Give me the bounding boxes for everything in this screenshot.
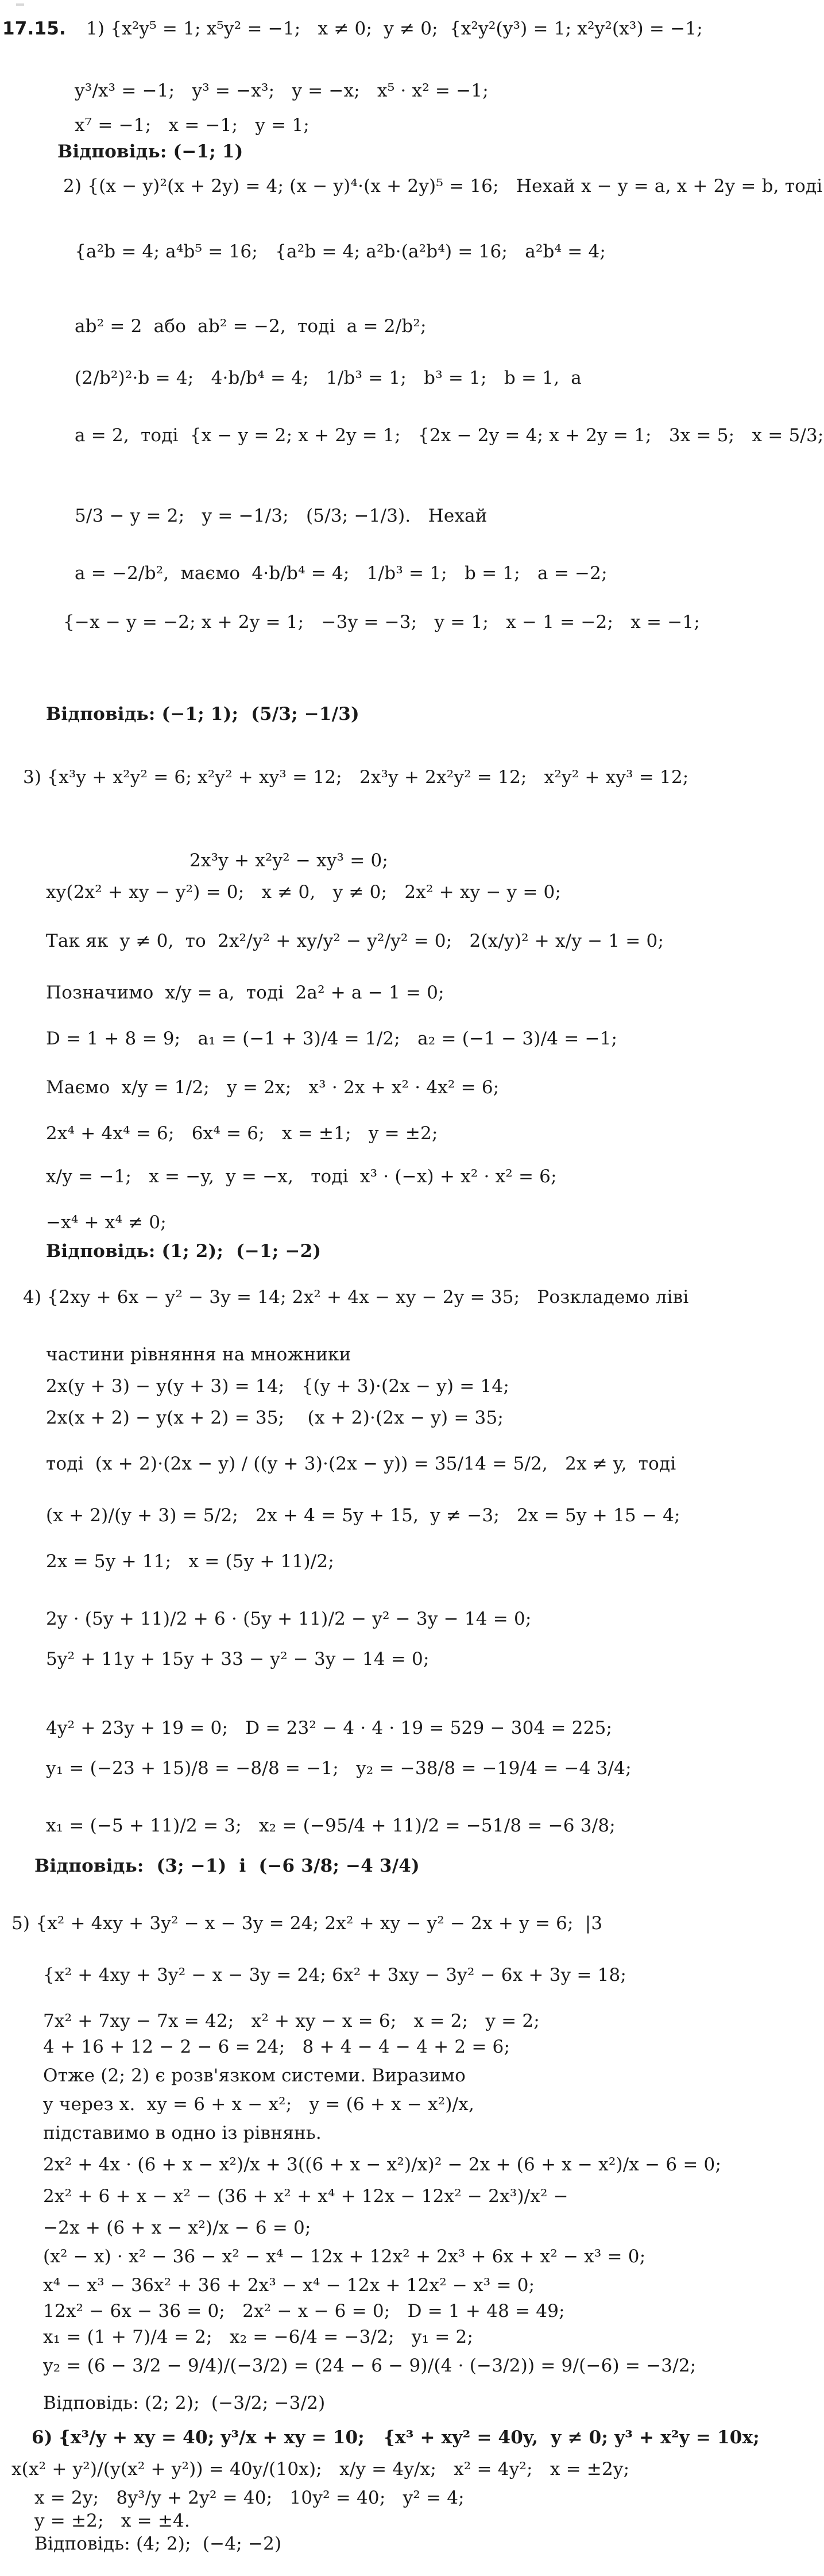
solution-line: 5/3 − y = 2; y = −1/3; (5/3; −1/3). Нехай <box>75 506 488 526</box>
solution-line: 2x⁴ + 4x⁴ = 6; 6x⁴ = 6; x = ±1; y = ±2; <box>46 1123 438 1144</box>
solution-line: 4y² + 23y + 19 = 0; D = 23² − 4 · 4 · 19 = 529 − 304 = 225; <box>46 1718 613 1738</box>
solution-line: 12x² − 6x − 36 = 0; 2x² − x − 6 = 0; D = 1 + 48 = 49; <box>43 2301 565 2322</box>
solution-line: Так як y ≠ 0, то 2x²/y² + xy/y² − y²/y² = 0; 2(x/y)² + x/y − 1 = 0; <box>46 931 664 951</box>
solution-line: 2x = 5y + 11; x = (5y + 11)/2; <box>46 1551 334 1572</box>
solution-line: Відповідь: (2; 2); (−3/2; −3/2) <box>43 2393 326 2413</box>
solution-line: y = ±2; x = ±4. <box>34 2511 191 2531</box>
solution-line: 2y · (5y + 11)/2 + 6 · (5y + 11)/2 − y² − 3y − 14 = 0; <box>46 1609 532 1629</box>
problem-number: 17.15. <box>2 18 67 39</box>
solution-line: підставимо в одно із рівнянь. <box>43 2123 322 2143</box>
solution-line: 4) {2xy + 6x − y² − 3y = 14; 2x² + 4x − xy − 2y = 35; Розкладемо ліві <box>23 1287 689 1308</box>
solution-line: Відповідь: (4; 2); (−4; −2) <box>34 2533 282 2554</box>
solution-line: (2/b²)²·b = 4; 4·b/b⁴ = 4; 1/b³ = 1; b³ = 1; b = 1, a <box>75 368 582 388</box>
answer-line: 6) {x³/y + xy = 40; y³/x + xy = 10; {x³ + xy² = 40y, y ≠ 0; y³ + x²y = 10x; <box>32 2427 760 2448</box>
solution-line: 2) {(x − y)²(x + 2y) = 4; (x − y)⁴·(x + 2y)⁵ = 16; Нехай x − y = a, x + 2y = b, тоді <box>63 176 823 196</box>
solution-line: x/y = −1; x = −y, y = −x, тоді x³ · (−x) + x² · x² = 6; <box>46 1166 557 1187</box>
solution-line: (x + 2)/(y + 3) = 5/2; 2x + 4 = 5y + 15, y ≠ −3; 2x = 5y + 15 − 4; <box>46 1505 680 1526</box>
solution-line: 7x² + 7xy − 7x = 42; x² + xy − x = 6; x = 2; y = 2; <box>43 2011 540 2031</box>
solution-line: y₁ = (−23 + 15)/8 = −8/8 = −1; y₂ = −38/8 = −19/4 = −4 3/4; <box>46 1758 632 1779</box>
solution-line: 2x² + 6 + x − x² − (36 + x² + x⁴ + 12x − 12x² − 2x³)/x² − <box>43 2186 568 2207</box>
solution-line: x⁴ − x³ − 36x² + 36 + 2x³ − x⁴ − 12x + 12x² − x³ = 0; <box>43 2275 535 2296</box>
solution-line: D = 1 + 8 = 9; a₁ = (−1 + 3)/4 = 1/2; a₂ = (−1 − 3)/4 = −1; <box>46 1028 618 1049</box>
solution-line: −2x + (6 + x − x²)/x − 6 = 0; <box>43 2218 311 2238</box>
solution-line: 2x(x + 2) − y(x + 2) = 35; (x + 2)·(2x − y) = 35; <box>46 1407 504 1428</box>
answer-line: Відповідь: (−1; 1) <box>57 141 243 162</box>
solution-line: 5y² + 11y + 15y + 33 − y² − 3y − 14 = 0; <box>46 1649 430 1669</box>
solution-line: Отже (2; 2) є розв'язком системи. Виразимо <box>43 2065 466 2086</box>
solution-line: {−x − y = −2; x + 2y = 1; −3y = −3; y = 1; x − 1 = −2; x = −1; <box>63 612 700 633</box>
solution-line: y³/x³ = −1; y³ = −x³; y = −x; x⁵ · x² = −1; <box>75 80 489 101</box>
solution-line: y₂ = (6 − 3/2 − 9/4)/(−3/2) = (24 − 6 − 9)/(4 · (−3/2)) = 9/(−6) = −3/2; <box>43 2355 697 2376</box>
solution-line: xy(2x² + xy − y²) = 0; x ≠ 0, y ≠ 0; 2x² + xy − y = 0; <box>46 882 562 903</box>
solution-line: 3) {x³y + x²y² = 6; x²y² + xy³ = 12; 2x³y + 2x²y² = 12; x²y² + xy³ = 12; <box>23 767 689 788</box>
solution-line: x₁ = (1 + 7)/4 = 2; x₂ = −6/4 = −3/2; y₁ = 2; <box>43 2327 474 2347</box>
solution-line: Позначимо x/y = a, тоді 2a² + a − 1 = 0; <box>46 982 444 1003</box>
solution-line: частини рівняння на множники <box>46 1344 351 1365</box>
solution-line: 4 + 16 + 12 − 2 − 6 = 24; 8 + 4 − 4 − 4 + 2 = 6; <box>43 2037 510 2057</box>
solution-line: x = 2y; 8y³/y + 2y² = 40; 10y² = 40; y² = 4; <box>34 2488 465 2508</box>
solution-line: тоді (x + 2)·(2x − y) / ((y + 3)·(2x − y)) = 35/14 = 5/2, 2x ≠ y, тоді <box>46 1453 676 1474</box>
solution-line: x⁷ = −1; x = −1; y = 1; <box>75 115 310 136</box>
solution-line: Маємо x/y = 1/2; y = 2x; x³ · 2x + x² · 4x² = 6; <box>46 1077 500 1098</box>
solution-line: {x² + 4xy + 3y² − x − 3y = 24; 6x² + 3xy − 3y² − 6x + 3y = 18; <box>43 1965 627 1985</box>
solution-line: x(x² + y²)/(y(x² + y²)) = 40y/(10x); x/y = 4y/x; x² = 4y²; x = ±2y; <box>11 2459 630 2479</box>
answer-line: Відповідь: (−1; 1); (5/3; −1/3) <box>46 704 359 724</box>
solution-line: 2x² + 4x · (6 + x − x²)/x + 3((6 + x − x²)/x)² − 2x + (6 + x − x²)/x − 6 = 0; <box>43 2154 722 2175</box>
answer-line: Відповідь: (3; −1) і (−6 3/8; −4 3/4) <box>34 1856 420 1876</box>
solution-line: {a²b = 4; a⁴b⁵ = 16; {a²b = 4; a²b·(a²b⁴) = 16; a²b⁴ = 4; <box>75 241 606 262</box>
solution-line: (x² − x) · x² − 36 − x² − x⁴ − 12x + 12x² + 2x³ + 6x + x² − x³ = 0; <box>43 2246 646 2267</box>
solution-line: 2x³y + x²y² − xy³ = 0; <box>189 850 389 871</box>
solution-line: a = 2, тоді {x − y = 2; x + 2y = 1; {2x − 2y = 4; x + 2y = 1; 3x = 5; x = 5/3; <box>75 425 824 446</box>
solution-line: −x⁴ + x⁴ ≠ 0; <box>46 1212 167 1233</box>
scan-mark-top <box>16 3 24 6</box>
solution-line: x₁ = (−5 + 11)/2 = 3; x₂ = (−95/4 + 11)/2 = −51/8 = −6 3/8; <box>46 1815 616 1836</box>
solution-line: ab² = 2 або ab² = −2, тоді a = 2/b²; <box>75 316 427 337</box>
solution-line: 5) {x² + 4xy + 3y² − x − 3y = 24; 2x² + xy − y² − 2x + y = 6; |3 <box>11 1913 603 1934</box>
answer-line: Відповідь: (1; 2); (−1; −2) <box>46 1241 322 1262</box>
solution-line: 1) {x²y⁵ = 1; x⁵y² = −1; x ≠ 0; y ≠ 0; {x²y²(y³) = 1; x²y²(x³) = −1; <box>86 18 703 39</box>
solution-line: y через x. xy = 6 + x − x²; y = (6 + x − x²)/x, <box>43 2094 475 2115</box>
solution-line: a = −2/b², маємо 4·b/b⁴ = 4; 1/b³ = 1; b = 1; a = −2; <box>75 563 608 584</box>
solution-line: 2x(y + 3) − y(y + 3) = 14; {(y + 3)·(2x − y) = 14; <box>46 1376 509 1397</box>
